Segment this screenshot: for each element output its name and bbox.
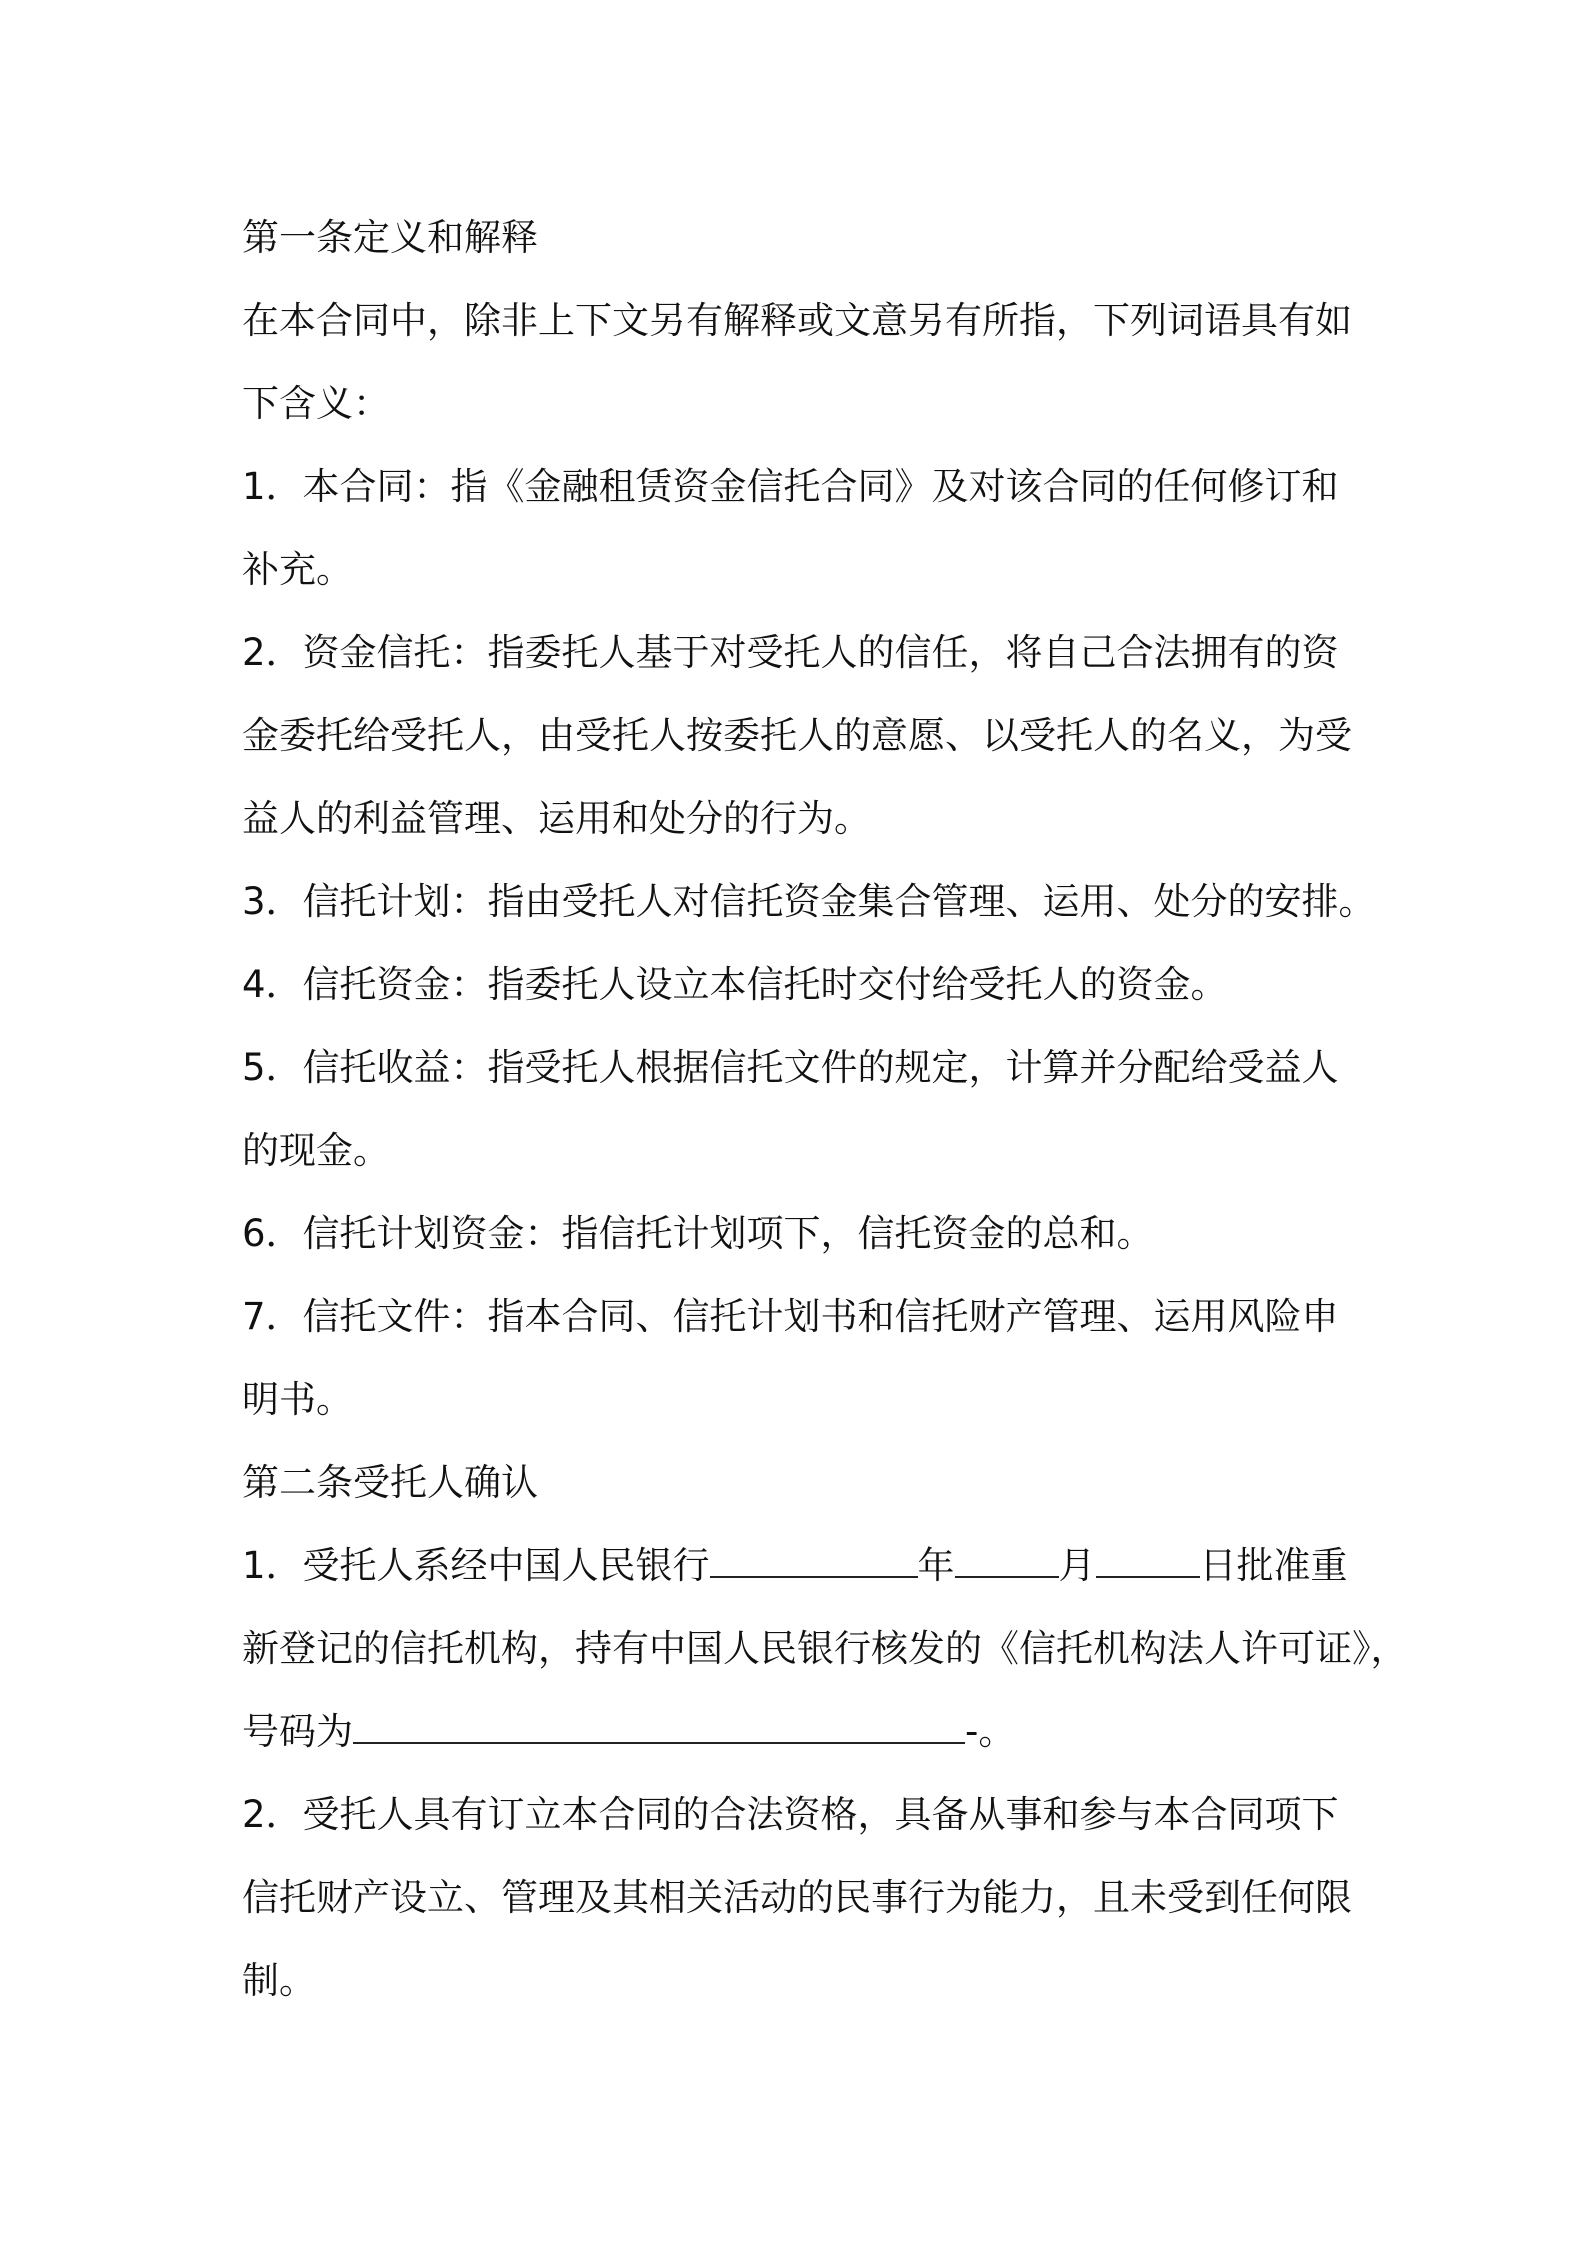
confirmation-1-line-2: 新登记的信托机构，持有中国人民银行核发的《信托机构法人许可证》， xyxy=(242,1627,1408,1670)
definition-7-line-1: 7．信托文件：指本合同、信托计划书和信托财产管理、运用风险申 xyxy=(242,1295,1339,1338)
definition-7-line-2: 明书。 xyxy=(242,1378,353,1421)
year-label: 年 xyxy=(917,1544,955,1587)
license-number-suffix: -。 xyxy=(965,1710,1016,1753)
license-number-blank xyxy=(353,1712,965,1744)
day-label: 日批准重 xyxy=(1199,1544,1348,1587)
article-1-intro-line-2: 下含义： xyxy=(242,382,390,425)
definition-1-line-1: 1．本合同：指《金融租赁资金信托合同》及对该合同的任何修订和 xyxy=(242,465,1339,508)
confirmation-2-line-2: 信托财产设立、管理及其相关活动的民事行为能力，且未受到任何限 xyxy=(242,1876,1352,1919)
definition-1-line-2: 补充。 xyxy=(242,548,353,591)
definition-2-line-3: 益人的利益管理、运用和处分的行为。 xyxy=(242,797,871,840)
confirmation-1-line-1 xyxy=(242,1524,1362,1607)
article-1-title: 第一条定义和解释 xyxy=(242,216,538,259)
month-label: 月 xyxy=(1058,1544,1096,1587)
article-2-title: 第二条受托人确认 xyxy=(242,1461,538,1504)
confirmation-2-line-1: 2．受托人具有订立本合同的合法资格，具备从事和参与本合同项下 xyxy=(242,1793,1339,1836)
month-blank xyxy=(955,1546,1059,1578)
confirmation-1-line-3 xyxy=(242,1690,1362,1773)
day-blank xyxy=(1096,1546,1200,1578)
definition-3: 3．信托计划：指由受托人对信托资金集合管理、运用、处分的安排。 xyxy=(242,880,1376,923)
definition-2-line-1: 2．资金信托：指委托人基于对受托人的信任，将自己合法拥有的资 xyxy=(242,631,1339,674)
definition-5-line-1: 5．信托收益：指受托人根据信托文件的规定，计算并分配给受益人 xyxy=(242,1046,1339,1089)
confirmation-2-line-3: 制。 xyxy=(242,1959,316,2002)
license-number-label: 号码为 xyxy=(242,1710,353,1753)
approval-authority-blank xyxy=(710,1546,918,1578)
document-page xyxy=(242,196,1408,2022)
definition-6: 6．信托计划资金：指信托计划项下，信托资金的总和。 xyxy=(242,1212,1154,1255)
confirmation-1-prefix: 1．受托人系经中国人民银行 xyxy=(242,1544,710,1587)
definition-4: 4．信托资金：指委托人设立本信托时交付给受托人的资金。 xyxy=(242,963,1228,1006)
definition-5-line-2: 的现金。 xyxy=(242,1129,390,1172)
article-1-intro-line-1: 在本合同中，除非上下文另有解释或文意另有所指，下列词语具有如 xyxy=(242,299,1352,342)
definition-2-line-2: 金委托给受托人，由受托人按委托人的意愿、以受托人的名义，为受 xyxy=(242,714,1352,757)
